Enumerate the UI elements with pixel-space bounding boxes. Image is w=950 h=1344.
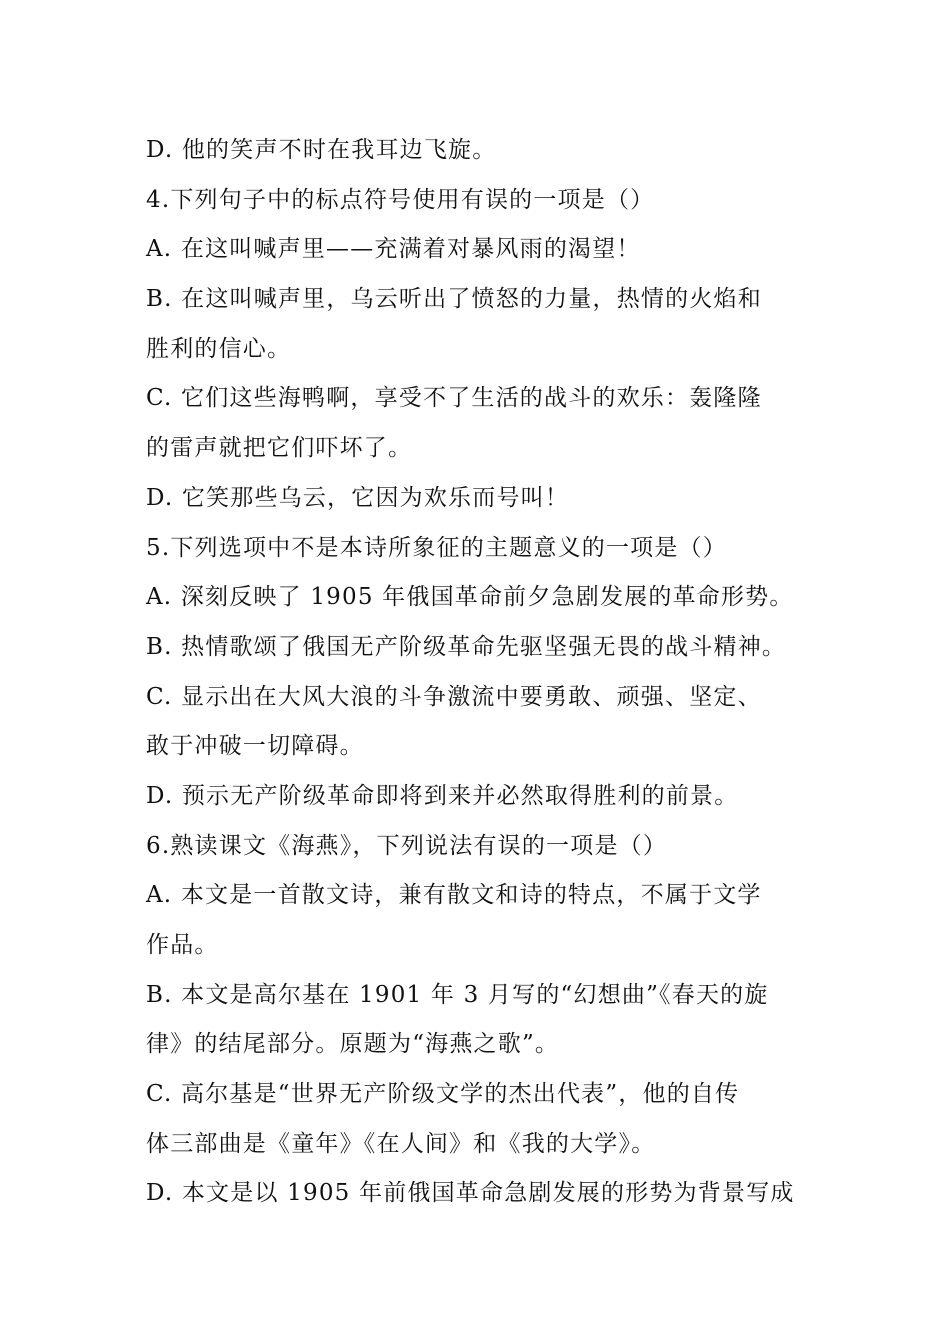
q5-option-c-cont: 敢于冲破一切障碍。	[146, 733, 364, 760]
q4-option-a: A. 在这叫喊声里——充满着对暴风雨的渴望！	[146, 236, 641, 263]
q6-option-a-cont: 作品。	[146, 932, 219, 958]
q5-option-c: C. 显示出在大风大浪的斗争激流中要勇敢、顽强、坚定、	[146, 683, 762, 710]
question-5-stem: 5.下列选项中不是本诗所象征的主题意义的一项是（）	[146, 534, 727, 561]
q5-option-d: D. 预示无产阶级革命即将到来并必然取得胜利的前景。	[146, 782, 739, 809]
q4-option-b-cont: 胜利的信心。	[146, 335, 292, 362]
q5-option-a: A. 深刻反映了 1905 年俄国革命前夕急剧发展的革命形势。	[146, 584, 794, 611]
q6-option-b: B. 本文是高尔基在 1901 年 3 月写的“幻想曲”《春天的旋	[146, 981, 769, 1008]
q6-option-c-cont: 体三部曲是《童年》《在人间》和《我的大学》。	[146, 1130, 656, 1157]
q6-option-a: A. 本文是一首散文诗，兼有散文和诗的特点，不属于文学	[146, 882, 762, 909]
q6-option-b-cont: 律》的结尾部分。原题为“海燕之歌”。	[146, 1031, 560, 1058]
q6-option-d: D. 本文是以 1905 年前俄国革命急剧发展的形势为背景写成	[146, 1180, 795, 1207]
q4-option-c: C. 它们这些海鸭啊，享受不了生活的战斗的欢乐：轰隆隆	[146, 385, 762, 412]
q6-option-c: C. 高尔基是“世界无产阶级文学的杰出代表”，他的自传	[146, 1081, 740, 1108]
q4-option-d: D. 它笑那些乌云，它因为欢乐而号叫！	[146, 484, 570, 511]
q3-option-d: D. 他的笑声不时在我耳边飞旋。	[146, 137, 497, 163]
question-6-stem: 6.熟读课文《海燕》，下列说法有误的一项是（）	[146, 832, 668, 859]
document-page	[146, 126, 818, 1219]
q5-option-b: B. 热情歌颂了俄国无产阶级革命先驱坚强无畏的战斗精神。	[146, 633, 787, 660]
question-4-stem: 4.下列句子中的标点符号使用有误的一项是（）	[146, 186, 655, 213]
q4-option-b: B. 在这叫喊声里，乌云听出了愤怒的力量，热情的火焰和	[146, 286, 762, 313]
q4-option-c-cont: 的雷声就把它们吓坏了。	[146, 435, 413, 462]
